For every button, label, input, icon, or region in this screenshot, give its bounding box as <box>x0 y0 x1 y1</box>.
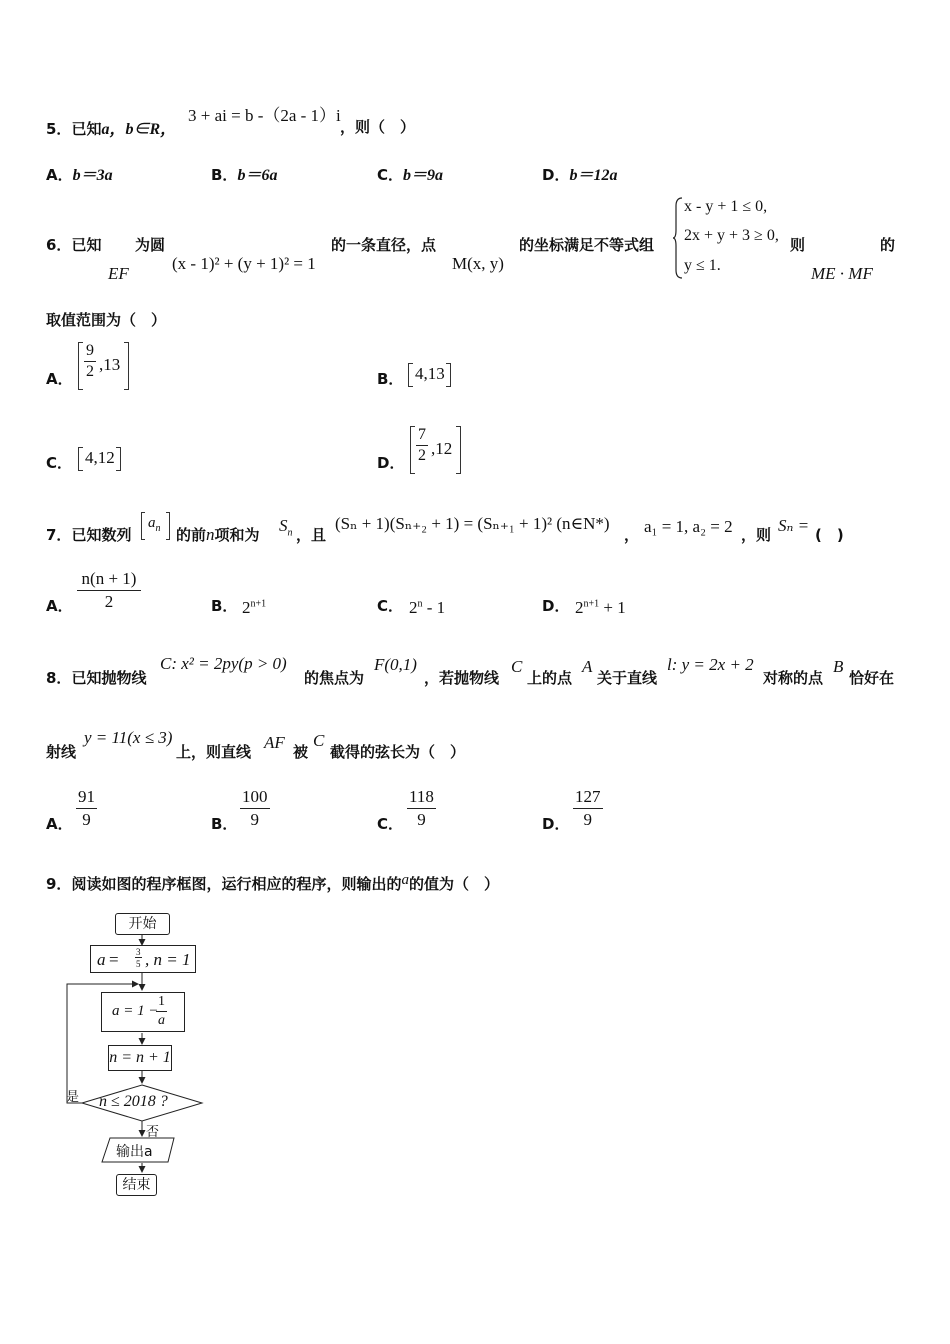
q6-ef: EF <box>108 264 129 283</box>
q5-text: 已知 <box>71 120 102 138</box>
q8-C: C <box>511 657 523 676</box>
q6-d-bracket-left <box>410 426 415 474</box>
q7-a-fraction: $\frac{n(n + 1)}{2}$ <box>77 569 141 612</box>
q8-text6: 对称的点 <box>763 669 824 687</box>
q8-text8: 射线 <box>46 743 77 761</box>
q5-option-a[interactable]: A．b＝3a <box>46 166 113 184</box>
q7-Sn: Sₙ = <box>778 516 810 535</box>
q6-text6: 的 <box>880 236 896 254</box>
flow-condition: n ≤ 2018 ? <box>99 1093 168 1110</box>
q8-a-fraction: $\frac{91}{9}$ <box>78 787 95 829</box>
q6-point: M(x, y) <box>452 254 504 273</box>
q6-b-bracket-right <box>446 363 451 387</box>
q5-vars: a，b∈R， <box>101 121 177 138</box>
q6-a-rest: ,13 <box>99 355 121 374</box>
q6-d-fraction: $\frac{7}{2}$ <box>418 426 426 464</box>
q6-option-c-label[interactable]: C． <box>46 454 73 472</box>
q8-line: l: y = 2x + 2 <box>667 655 754 674</box>
q8-C2: C <box>313 731 325 750</box>
q8-B: B <box>833 657 844 676</box>
q8-text11: 截得的弦长为（ ） <box>330 743 466 761</box>
q6-a-fraction: $\frac{9}{2}$ <box>86 342 94 380</box>
q6-text4: 的坐标满足不等式组 <box>519 236 655 254</box>
q8-ray: y = 11(x ≤ 3) <box>84 728 173 747</box>
q8-option-b-label[interactable]: B． <box>211 815 238 833</box>
q8-b-fraction: $\frac{100}{9}$ <box>242 787 268 829</box>
q5-stem <box>46 116 176 139</box>
q5-number: 5． <box>46 120 72 138</box>
q8-text5: 关于直线 <box>597 669 658 687</box>
q8-d-fraction: $\frac{127}{9}$ <box>575 787 601 829</box>
q6-option-d-label[interactable]: D． <box>377 454 405 472</box>
q6-c-bracket-right <box>116 447 121 471</box>
q7-text5: ， <box>624 526 640 544</box>
q6-c-bracket-left <box>78 447 83 471</box>
q8-text3: ，若抛物线 <box>424 669 500 687</box>
flow-update-n: n = n + 1 <box>108 1045 172 1071</box>
q8-text10: 被 <box>293 743 309 761</box>
q7-number-text: 7．已知数列 <box>46 526 132 544</box>
flow-yes-label: 是 <box>66 1090 80 1105</box>
q6-text3: 的一条直径，点 <box>331 236 437 254</box>
q6-d-rest: ,12 <box>431 439 453 458</box>
q6-b-text: 4,13 <box>415 364 445 383</box>
q8-AF: AF <box>264 733 285 752</box>
q7-text7: ( ) <box>815 526 844 544</box>
q6-text5: 则 <box>790 236 806 254</box>
q8-c-fraction: $\frac{118}{9}$ <box>409 787 434 829</box>
q7-seq: $a_n$ <box>148 515 161 534</box>
q8-text4: 上的点 <box>527 669 573 687</box>
q6-option-a-label[interactable]: A． <box>46 370 73 388</box>
q7-text6: ，则 <box>741 526 772 544</box>
q6-c-text: 4,12 <box>85 448 115 467</box>
q5-option-d[interactable]: D．b＝12a <box>542 166 618 184</box>
q6-dot-product: ME · MF <box>811 264 873 283</box>
q7-text2: 的前n项和为 <box>176 525 260 544</box>
q8-focus: F(0,1) <box>374 655 417 674</box>
q6-system-brace <box>672 196 684 280</box>
q7-initial: a₁ = 1, a₂ = 2 <box>644 517 733 536</box>
q7-S: $S_n$ <box>279 516 293 539</box>
q7-c-expr: 2$^n$ - 1 <box>409 598 446 617</box>
q7-text4: ，且 <box>296 526 327 544</box>
q6-b-bracket-left <box>408 363 413 387</box>
q6-text2: 为圆 <box>135 236 166 254</box>
q8-option-a-label[interactable]: A． <box>46 815 73 833</box>
q5-stem-end: ，则（ ） <box>340 118 416 136</box>
q6-ineq-3: y ≤ 1. <box>684 257 721 274</box>
flow-init: a = $\frac{3}{5}$ , n = 1 <box>90 945 196 973</box>
flow-end: 结束 <box>116 1174 157 1196</box>
flow-start: 开始 <box>115 913 170 935</box>
q5-option-b[interactable]: B．b＝6a <box>211 166 278 184</box>
q6-circle: (x - 1)² + (y + 1)² = 1 <box>172 254 316 273</box>
flow-update-a: a = 1 − $\frac{1}{a}$ <box>101 992 185 1032</box>
q9-stem: 9．阅读如图的程序框图，运行相应的程序，则输出的a的值为（ ） <box>46 872 499 893</box>
q8-option-c-label[interactable]: C． <box>377 815 404 833</box>
q7-option-d-label[interactable]: D． <box>542 597 570 615</box>
q7-option-b-label[interactable]: B． <box>211 597 238 615</box>
q6-line2: 取值范围为（ ） <box>46 311 167 329</box>
q7-relation: (Sₙ + 1)(Sₙ₊₂ + 1) = (Sₙ₊₁ + 1)² (n∈N*) <box>335 514 610 533</box>
q7-d-expr: $2^{n+1} + 1$ <box>575 598 626 617</box>
flow-no-label: 否 <box>146 1125 160 1140</box>
q8-text7: 恰好在 <box>849 669 895 687</box>
q6-number-text: 6．已知 <box>46 236 102 254</box>
q6-option-b-label[interactable]: B． <box>377 370 404 388</box>
q6-d-bracket-right <box>456 426 461 474</box>
q8-number-text: 8．已知抛物线 <box>46 669 147 687</box>
q5-option-c[interactable]: C．b＝9a <box>377 166 444 184</box>
q8-A: A <box>582 657 593 676</box>
q7-option-a-label[interactable]: A． <box>46 597 73 615</box>
q6-a-bracket-left <box>78 342 83 390</box>
q7-seq-brace-right <box>166 512 170 540</box>
q8-parabola: C: x² = 2py(p > 0) <box>160 654 287 673</box>
q8-option-d-label[interactable]: D． <box>542 815 570 833</box>
q8-text9: 上，则直线 <box>176 743 252 761</box>
q6-ineq-2: 2x + y + 3 ≥ 0, <box>684 227 779 244</box>
q7-option-c-label[interactable]: C． <box>377 597 404 615</box>
q7-b-expr: $2^{n+1}$ <box>242 598 267 617</box>
q7-seq-brace-left <box>141 512 145 540</box>
q6-a-bracket-right <box>124 342 129 390</box>
q8-text2: 的焦点为 <box>304 669 365 687</box>
flow-output: 输出a <box>116 1144 153 1160</box>
q5-equation: 3 + ai = b -（2a - 1）i <box>188 106 341 125</box>
q6-ineq-1: x - y + 1 ≤ 0, <box>684 198 768 215</box>
